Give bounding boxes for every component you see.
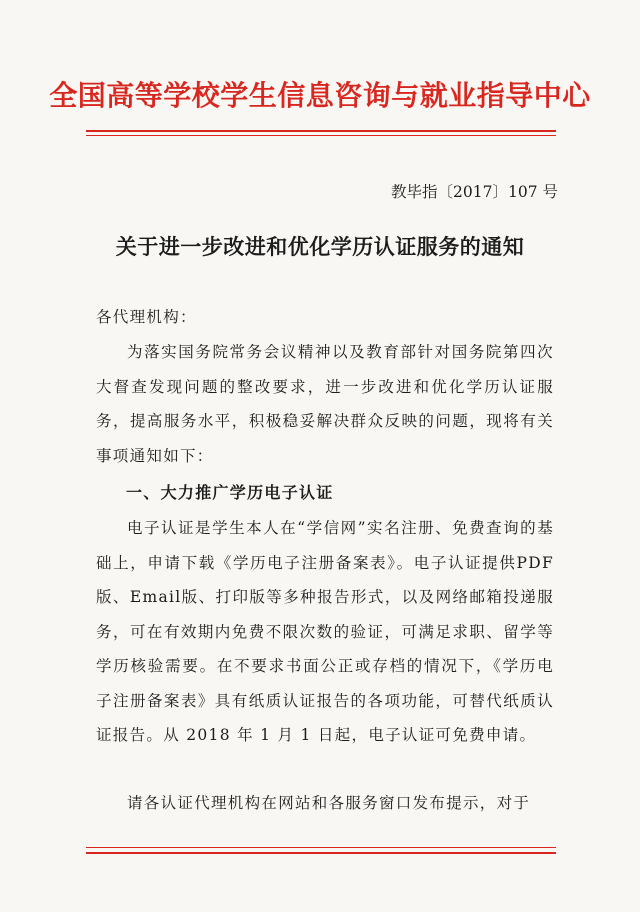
- paragraph-notice-continuation: 请各认证代理机构在网站和各服务窗口发布提示，对于: [127, 794, 531, 812]
- footer-rule-thick: [86, 852, 556, 854]
- footer-rule-thin: [86, 847, 556, 848]
- letterhead-rule-thin: [86, 135, 556, 136]
- document-title: 关于进一步改进和优化学历认证服务的通知: [115, 234, 525, 259]
- salutation: 各代理机构：: [96, 308, 197, 326]
- letterhead-rule-thick: [86, 130, 556, 132]
- letterhead-organization: 全国高等学校学生信息咨询与就业指导中心: [49, 79, 591, 112]
- paragraph-intro: 为落实国务院常务会议精神以及教育部针对国务院第四次大督查发现问题的整改要求，进一步改进和优化学历认证服务，提高服务水平，积极稳妥解决群众反映的问题，现将有关事项通知如下：: [96, 343, 554, 465]
- paragraph-electronic-certification: 电子认证是学生本人在“学信网”实名注册、免费查询的基础上，申请下载《学历电子注册备案表》。电子认证提供PDF版、Email版、打印版等多种报告形式，以及网络邮箱投递服务，可在有效期内免费不限次数的验证，可满足求职、留学等学历核验需要。在不要求书面公正或存档的情况下，《学历电子注册备案表》具有纸质认证报告的各项功能，可替代纸质认证报告。从 2018 年 1 月 1 日起，电子认证可免费申请。: [96, 519, 554, 744]
- document-number: 教毕指〔2017〕107 号: [391, 183, 558, 201]
- section-heading-1: 一、大力推广学历电子认证: [126, 483, 334, 502]
